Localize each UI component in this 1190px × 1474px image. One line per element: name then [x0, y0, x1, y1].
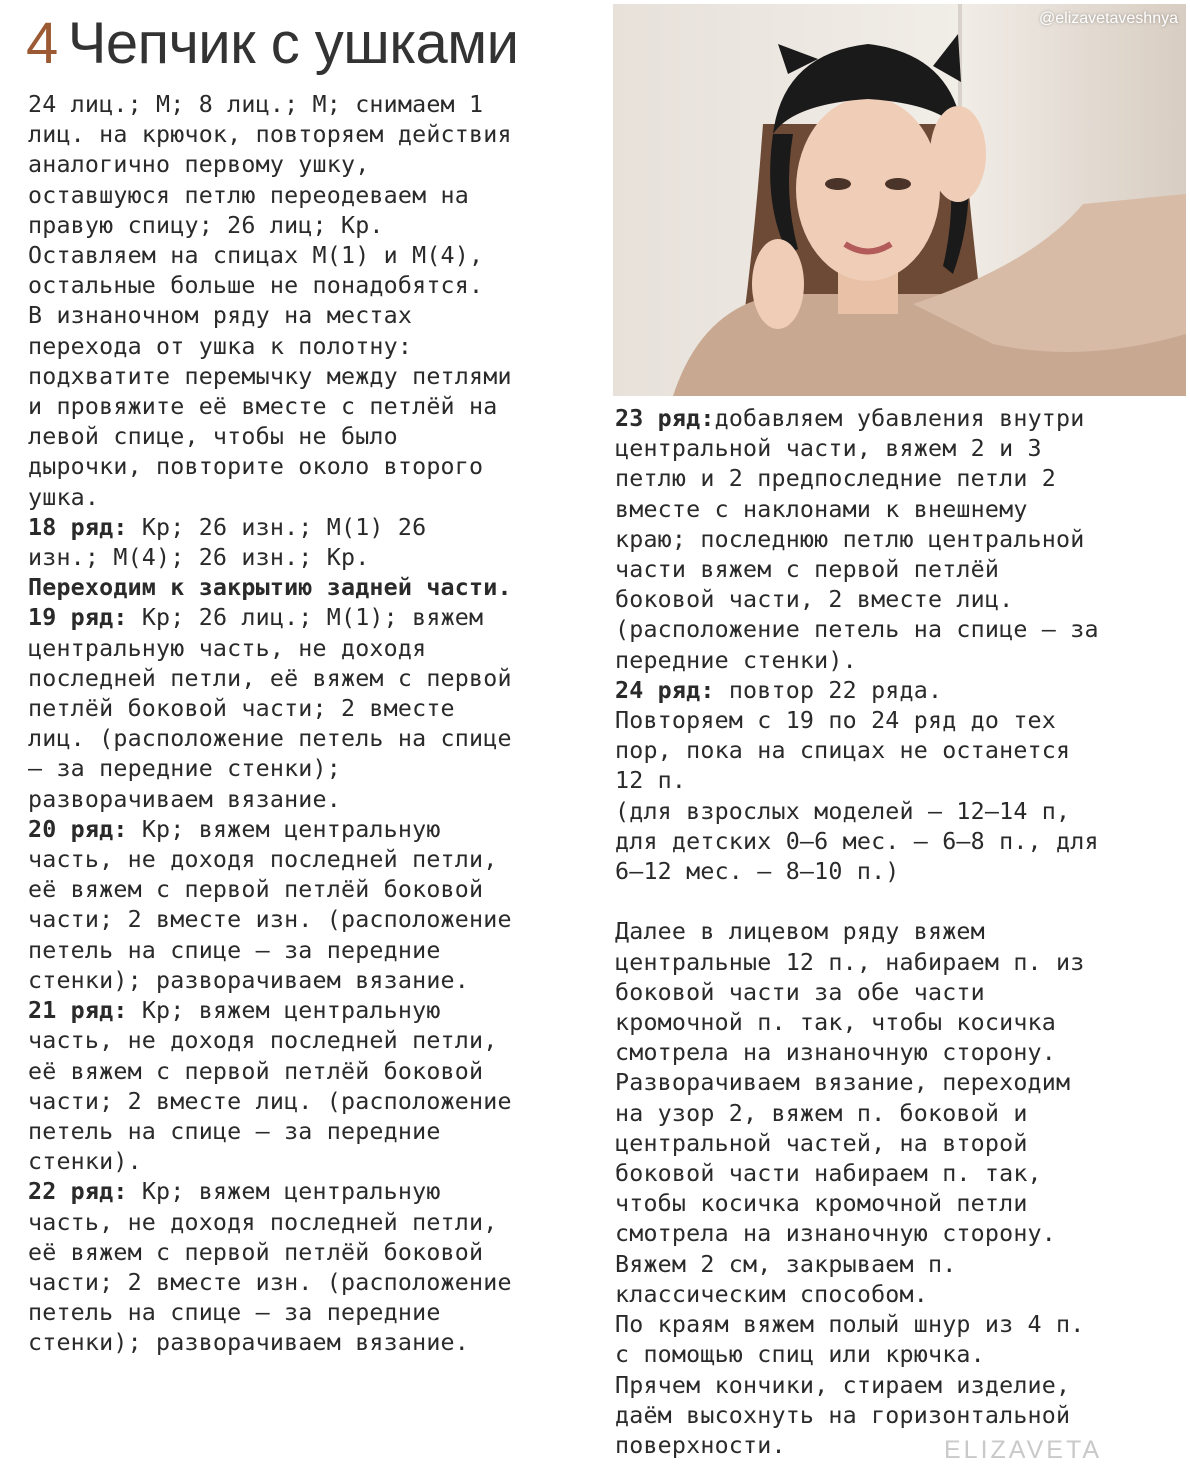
paragraph-text: Кр; 26 лиц.; М(1); вяжем центральную часть, не доходя последней петли, её вяжем с первой петлёй боковой части; 2 вместе лиц. (расположение петель на спице – за передние стенки); разворачиваем вязание.	[28, 604, 512, 813]
title-number: 4	[26, 11, 58, 76]
row-label: 24 ряд:	[615, 676, 715, 704]
paragraph-text: Кр; вяжем центральную часть, не доходя последней петли, её вяжем с первой петлёй боковой части; 2 вместе изн. (расположение петель на спице – за передние стенки); разворачиваем вязание.	[28, 815, 512, 994]
row-label: 21 ряд:	[28, 997, 128, 1025]
instructions-right-column	[615, 404, 1175, 1461]
row-label: 19 ряд:	[28, 604, 128, 632]
model-photo	[613, 4, 1186, 396]
paragraph	[615, 676, 1175, 1461]
title-text: Чепчик с ушками	[67, 11, 519, 76]
watermark: ELIZAVETA	[944, 1436, 1103, 1464]
row-label: 23 ряд:	[615, 405, 715, 432]
paragraph-text: повтор 22 ряда. Повторяем с 19 по 24 ряд до тех пор, пока на спицах не останется 12 п. (для взрослых моделей – 12–14 п, для детских 0–6 мес. – 6–8 п., для 6–12 мес. – 8–10 п.) Далее в лицевом ряду вяжем центральные 12 п., набираем п. из боковой части за обе части кромочной п. так, чтобы косичка смотрела на изнаночную сторону. Разворачиваем вязание, переходим на узор 2, вяжем п. боковой и центральной частей, на второй боковой части набираем п. так, чтобы косичка кромочной петли смотрела на изнаночную сторону. Вяжем 2 см, закрываем п. классическим способом. По краям вяжем полый шнур из 4 п. с помощью спиц или крючка. Прячем кончики, стираем изделие, даём высохнуть на горизонтальной поверхности.	[615, 676, 1099, 1459]
paragraph-text: Кр; 26 изн.; М(1) 26 изн.; М(4); 26 изн.; Кр.	[28, 513, 427, 572]
paragraph	[28, 1177, 588, 1358]
paragraph	[28, 815, 588, 996]
page-title	[26, 8, 519, 80]
paragraph	[28, 573, 588, 603]
paragraph	[28, 996, 588, 1177]
row-label: 22 ряд:	[28, 1178, 128, 1206]
paragraph-text: Кр; вяжем центральную часть, не доходя последней петли, её вяжем с первой петлёй боковой части; 2 вместе лиц. (расположение петель на спице – за передние стенки).	[28, 997, 512, 1176]
paragraph	[615, 404, 1175, 676]
row-label: 20 ряд:	[28, 815, 128, 843]
photo-handle: @elizavetaveshnya	[1039, 10, 1178, 27]
row-label: Переходим к закрытию задней части.	[28, 574, 512, 602]
woman-in-cat-ear-hat-image	[613, 4, 1186, 396]
paragraph-text: добавляем убавления внутри центральной части, вяжем 2 и 3 петлю и 2 предпоследние петли 2 вместе с наклонами к внешнему краю; последнюю петлю центральной части вяжем с первой петлёй боковой части, 2 вместе лиц. (расположение петель на спице – за передние стенки).	[615, 405, 1099, 674]
row-label: 18 ряд:	[28, 513, 128, 541]
instructions-left-column	[28, 90, 588, 1359]
paragraph	[28, 513, 588, 573]
paragraph	[28, 603, 588, 814]
paragraph	[28, 90, 588, 513]
paragraph-text: Кр; вяжем центральную часть, не доходя последней петли, её вяжем с первой петлёй боковой части; 2 вместе изн. (расположение петель на спице – за передние стенки); разворачиваем вязание.	[28, 1178, 512, 1357]
paragraph-text: 24 лиц.; М; 8 лиц.; М; снимаем 1 лиц. на крючок, повторяем действия аналогично первому ушку, оставшуюся петлю переодеваем на правую спицу; 26 лиц; Кр. Оставляем на спицах М(1) и М(4), остальные больше не понадобятся. В изнаночном ряду на местах перехода от ушка к полотну: подхватите перемычку между петлями и провяжите её вместе с петлёй на левой спице, чтобы не было дырочки, повторите около второго ушка.	[28, 91, 512, 511]
